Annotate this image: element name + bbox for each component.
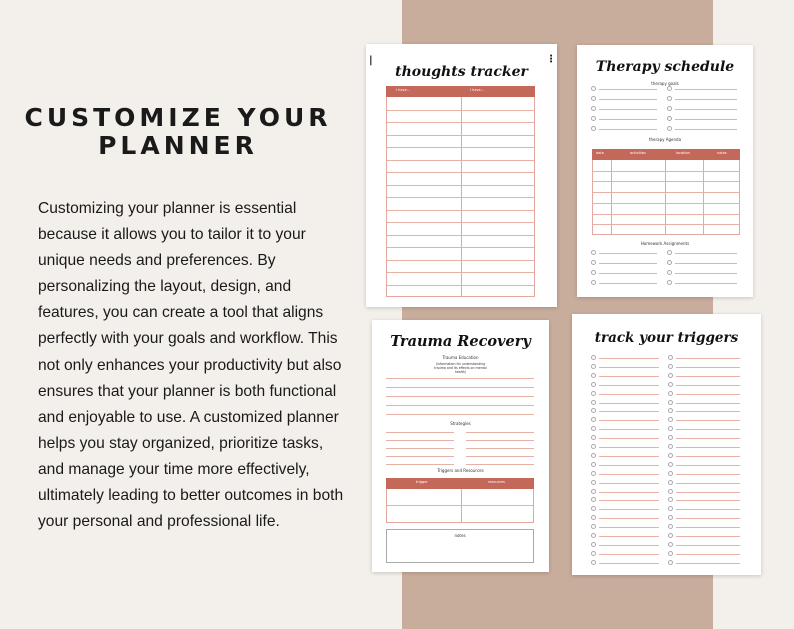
checkbox-circle [668, 524, 673, 529]
goal-line [599, 99, 657, 100]
checkbox-circle [591, 497, 596, 502]
checkbox-circle [667, 86, 672, 91]
strategy-line [466, 440, 534, 441]
goal-line [675, 129, 737, 130]
trauma-education-sub: (information for understanding trauma and its effects on mental health) [434, 362, 487, 374]
trauma-col-resources: resources [488, 480, 505, 484]
track-triggers-title: track your triggers [594, 330, 739, 346]
homework-line [599, 283, 657, 284]
checkbox-circle [591, 364, 596, 369]
trigger-line [676, 411, 740, 412]
strategy-line [466, 456, 534, 457]
notes-label: notes [454, 533, 466, 538]
table-row-line [387, 285, 534, 286]
checkbox-circle [667, 250, 672, 255]
therapy-schedule-page [577, 45, 753, 297]
checkbox-circle [591, 86, 596, 91]
trauma-table-header [386, 478, 534, 489]
strategy-line [386, 456, 454, 457]
checkbox-circle [591, 116, 596, 121]
trigger-line [676, 500, 740, 501]
trigger-line [676, 403, 740, 404]
education-line [386, 378, 534, 379]
table-row-line [387, 247, 534, 248]
table-row-line [593, 224, 739, 225]
triggers-resources-label: Triggers and Resources [437, 468, 484, 473]
table-row-line [387, 185, 534, 186]
checkbox-circle [591, 515, 596, 520]
trigger-line [599, 509, 659, 510]
trauma-education-label: Trauma Education [442, 355, 479, 360]
checkbox-circle [668, 551, 673, 556]
therapy-schedule-title: Therapy schedule [595, 59, 735, 75]
strategy-line [466, 464, 534, 465]
homework-line [599, 263, 657, 264]
education-line [386, 405, 534, 406]
trigger-line [676, 456, 740, 457]
trigger-line [599, 545, 659, 546]
checkbox-circle [668, 533, 673, 538]
checkbox-circle [591, 560, 596, 565]
checkbox-circle [668, 355, 673, 360]
checkbox-circle [591, 270, 596, 275]
trigger-line [676, 474, 740, 475]
checkbox-circle [591, 373, 596, 378]
thoughts-header [386, 86, 535, 97]
strategy-line [386, 448, 454, 449]
strategy-line [386, 464, 454, 465]
table-row-line [593, 214, 739, 215]
checkbox-circle [668, 497, 673, 502]
trigger-line [676, 545, 740, 546]
trigger-line [599, 385, 659, 386]
checkbox-circle [668, 391, 673, 396]
trigger-line [676, 554, 740, 555]
table-row-line [593, 171, 739, 172]
checkbox-circle [668, 462, 673, 467]
trigger-line [676, 394, 740, 395]
page-heading: CUSTOMIZE YOUR PLANNER [24, 103, 332, 160]
thoughts-col1-label: I have... [396, 88, 411, 92]
therapy-agenda-label: therapy Agenda [648, 137, 682, 142]
therapy-col-date: date [596, 151, 604, 155]
more-icon: ⋮ [546, 54, 556, 65]
checkbox-circle [591, 426, 596, 431]
checkbox-circle [591, 506, 596, 511]
checkbox-circle [668, 417, 673, 422]
goal-line [599, 109, 657, 110]
trigger-line [599, 474, 659, 475]
trigger-line [599, 376, 659, 377]
table-row-line [387, 235, 534, 236]
checkbox-circle [591, 96, 596, 101]
checkbox-circle [668, 444, 673, 449]
trauma-recovery-page [372, 320, 549, 572]
table-row-line [387, 210, 534, 211]
trauma-recovery-title: Trauma Recovery [390, 333, 531, 350]
trigger-line [599, 554, 659, 555]
table-row-line [387, 272, 534, 273]
trigger-line [599, 492, 659, 493]
trigger-line [676, 358, 740, 359]
trauma-col-trigger: trigger [416, 480, 428, 484]
therapy-goals-label: therapy goals [651, 81, 679, 86]
checkbox-circle [591, 260, 596, 265]
trauma-table-grid [386, 489, 534, 523]
trigger-line [676, 385, 740, 386]
therapy-col-location: location [676, 151, 690, 155]
therapy-col-activities: activities [630, 151, 646, 155]
notes-box [386, 529, 534, 563]
goal-line [675, 89, 737, 90]
therapy-col-notes: notes [717, 151, 727, 155]
checkbox-circle [668, 489, 673, 494]
trigger-line [599, 367, 659, 368]
checkbox-circle [668, 515, 673, 520]
goal-line [599, 129, 657, 130]
trigger-line [676, 492, 740, 493]
trigger-line [676, 518, 740, 519]
trigger-line [599, 429, 659, 430]
checkbox-circle [591, 250, 596, 255]
homework-line [675, 263, 737, 264]
thoughts-grid [386, 97, 535, 297]
checkbox-circle [667, 260, 672, 265]
checkbox-circle [591, 382, 596, 387]
education-line [386, 387, 534, 388]
checkbox-circle [668, 400, 673, 405]
checkbox-circle [668, 373, 673, 378]
table-row-line [387, 222, 534, 223]
trigger-line [676, 420, 740, 421]
track-triggers-page [572, 314, 761, 575]
checkbox-circle [667, 270, 672, 275]
checkbox-circle [591, 106, 596, 111]
checkbox-circle [668, 426, 673, 431]
checkbox-circle [591, 542, 596, 547]
checkbox-circle [668, 506, 673, 511]
education-line [386, 414, 534, 415]
trigger-line [599, 483, 659, 484]
checkbox-circle [591, 408, 596, 413]
trigger-line [676, 483, 740, 484]
checkbox-circle [668, 471, 673, 476]
checkbox-circle [668, 408, 673, 413]
checkbox-circle [667, 106, 672, 111]
trigger-line [676, 447, 740, 448]
strategy-line [466, 448, 534, 449]
checkbox-circle [591, 444, 596, 449]
homework-line [599, 253, 657, 254]
cut-mark-left: | [369, 55, 373, 66]
checkbox-circle [591, 435, 596, 440]
trigger-line [676, 536, 740, 537]
goal-line [599, 119, 657, 120]
checkbox-circle [668, 542, 673, 547]
homework-line [675, 273, 737, 274]
thoughts-col2-label: I have... [470, 88, 485, 92]
education-line [386, 396, 534, 397]
trigger-line [599, 438, 659, 439]
trigger-line [676, 509, 740, 510]
trigger-line [599, 394, 659, 395]
checkbox-circle [668, 435, 673, 440]
thoughts-tracker-page [366, 44, 557, 307]
checkbox-circle [668, 480, 673, 485]
checkbox-circle [591, 480, 596, 485]
trigger-line [676, 376, 740, 377]
checkbox-circle [591, 126, 596, 131]
goal-line [599, 89, 657, 90]
trigger-line [599, 456, 659, 457]
strategies-label: Strategies [450, 421, 471, 426]
homework-line [675, 253, 737, 254]
table-row-line [387, 197, 534, 198]
table-row-line [387, 147, 534, 148]
table-row-line [387, 135, 534, 136]
table-row-line [593, 203, 739, 204]
checkbox-circle [667, 96, 672, 101]
strategy-line [386, 440, 454, 441]
checkbox-circle [591, 280, 596, 285]
strategy-line [466, 432, 534, 433]
trigger-line [676, 465, 740, 466]
checkbox-circle [668, 364, 673, 369]
table-row-line [387, 172, 534, 173]
trigger-line [599, 527, 659, 528]
homework-line [599, 273, 657, 274]
goal-line [675, 109, 737, 110]
checkbox-circle [591, 533, 596, 538]
trigger-line [599, 447, 659, 448]
checkbox-circle [668, 453, 673, 458]
checkbox-circle [591, 551, 596, 556]
checkbox-circle [591, 391, 596, 396]
table-row-line [387, 122, 534, 123]
checkbox-circle [591, 417, 596, 422]
checkbox-circle [591, 524, 596, 529]
trigger-line [599, 563, 659, 564]
trigger-line [676, 429, 740, 430]
goal-line [675, 99, 737, 100]
checkbox-circle [668, 560, 673, 565]
checkbox-circle [667, 280, 672, 285]
checkbox-circle [591, 489, 596, 494]
therapy-table-header [592, 149, 740, 160]
trigger-line [676, 438, 740, 439]
checkbox-circle [667, 126, 672, 131]
checkbox-circle [667, 116, 672, 121]
strategy-line [386, 432, 454, 433]
trigger-line [599, 420, 659, 421]
trigger-line [599, 518, 659, 519]
trigger-line [599, 358, 659, 359]
thoughts-tracker-title: thoughts tracker [395, 64, 528, 80]
trigger-line [599, 411, 659, 412]
goal-line [675, 119, 737, 120]
trigger-line [676, 563, 740, 564]
trigger-line [676, 367, 740, 368]
checkbox-circle [591, 453, 596, 458]
table-row-line [593, 181, 739, 182]
trigger-line [599, 500, 659, 501]
checkbox-circle [591, 400, 596, 405]
trigger-line [599, 465, 659, 466]
trigger-line [599, 536, 659, 537]
homework-line [675, 283, 737, 284]
checkbox-circle [591, 462, 596, 467]
table-row-line [593, 192, 739, 193]
table-row-line [387, 110, 534, 111]
checkbox-circle [668, 382, 673, 387]
table-row-line [387, 260, 534, 261]
trigger-line [599, 403, 659, 404]
therapy-table-grid [592, 160, 740, 235]
description-text: Customizing your planner is essential because it allows you to tailor it to your unique needs and preferences. By personalizing the layout, design, and features, you can create a tool that aligns perfectly with your goals and workflow. This not only enhances your productivity but also ensures that your planner is both functional and enjoyable to use. A customized planner helps you stay organized, prioritize tasks, and manage your time more effectively, ultimately leading to better outcomes in both your personal and professional life. [38, 200, 344, 531]
checkbox-circle [591, 355, 596, 360]
trigger-line [676, 527, 740, 528]
table-row-line [387, 160, 534, 161]
checkbox-circle [591, 471, 596, 476]
homework-label: Homework Assignments [640, 241, 690, 246]
